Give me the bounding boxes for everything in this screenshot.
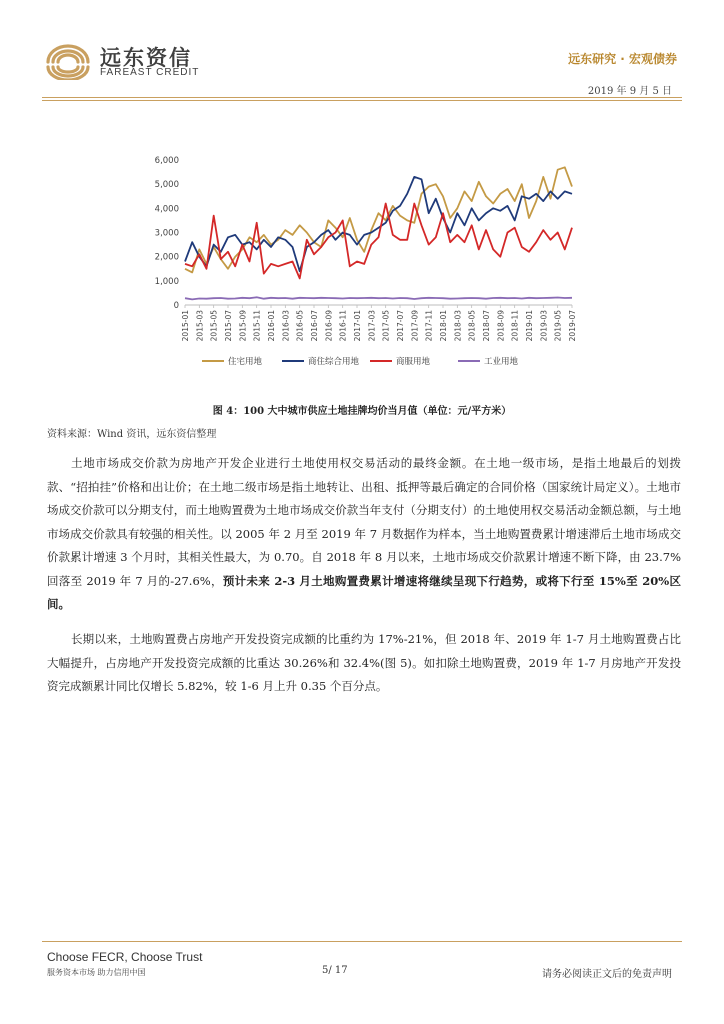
body-paragraph-1 [47, 452, 681, 617]
figure-source: 资料来源：Wind 资讯，远东资信整理 [47, 429, 217, 440]
x-tick-label: 2015-09 [238, 310, 248, 342]
legend-label: 商服用地 [396, 357, 431, 367]
x-tick-label: 2015-05 [209, 310, 219, 342]
footer-divider [42, 941, 682, 942]
x-tick-label: 2018-07 [482, 310, 491, 342]
x-tick-label: 2017-01 [353, 310, 362, 342]
x-tick-label: 2017-05 [381, 310, 391, 342]
y-tick-label: 6,000 [154, 156, 179, 166]
footer-disclaimer: 请务必阅读正文后的免责声明 [542, 969, 672, 980]
y-tick-label: 5,000 [154, 180, 179, 191]
y-tick-label: 4,000 [154, 204, 179, 215]
y-tick-label: 1,000 [154, 276, 179, 287]
series-line-2 [185, 177, 572, 271]
x-tick-label: 2019-03 [539, 310, 549, 342]
x-tick-label: 2016-05 [295, 310, 305, 342]
brand-name-en: FAREAST CREDIT [100, 67, 200, 78]
x-tick-label: 2019-05 [553, 310, 563, 342]
header-divider [42, 97, 682, 98]
x-tick-label: 2017-09 [410, 310, 420, 342]
page-header [0, 0, 724, 100]
chart-legend [202, 356, 519, 367]
section-label: 远东研究 · 宏观债券 [568, 52, 677, 66]
x-tick-label: 2015-07 [224, 310, 233, 342]
header-divider-secondary [42, 100, 682, 101]
x-tick-label: 2017-03 [367, 310, 377, 342]
land-price-line-chart [140, 148, 590, 383]
x-axis [181, 305, 577, 341]
legend-label: 住宅用地 [228, 357, 263, 367]
x-tick-label: 2019-07 [568, 310, 577, 342]
x-tick-label: 2017-07 [396, 310, 405, 342]
page-number: 5/ 17 [322, 965, 348, 976]
paragraph-text: 土地市场成交价款为房地产开发企业进行土地使用权交易活动的最终金额。在土地一级市场，是指土地最后的划拨款、“招拍挂”价格和出让价；在土地二级市场是指土地转让、出租、抵押等最后确定的合同价格（国家统计局定义）。土地市场成交价款可以分期支付，而土地购置费为土地市场成交价款当年支付（分期支付）的土地使用权交易活动金额总额，与土地市场成交价款具有较强的相关性。以 2005 年 2 月至 2019 年 7 月数据作为样本，当土地购置费累计增速滞后土地市场成交价款累计增速 3 个月时，其相关性最大，为 0.70。自 2018 年 8 月以来，土地市场成交价款累计增速不断下降，由 23.7%回落至 2019 年 7 月的-27.6%， [47, 456, 681, 588]
x-tick-label: 2016-11 [338, 310, 348, 342]
body-paragraph-2: 长期以来，土地购置费占房地产开发投资完成额的比重约为 17%-21%，但 2018 年、2019 年 1-7 月土地购置费占比大幅提升，占房地产开发投资完成额的比重达 30.26%和 32.4%(图 5)。如扣除土地购置费，2019 年 1-7 月房地产开发投资完成额累计同比仅增长 5.82%，较 1-6 月上升 0.35 个百分点。 [47, 632, 681, 693]
x-tick-label: 2018-05 [467, 310, 477, 342]
x-tick-label: 2015-11 [252, 310, 262, 342]
x-tick-label: 2018-09 [496, 310, 506, 342]
y-tick-label: 0 [173, 301, 179, 311]
report-date: 2019 年 9 月 5 日 [587, 86, 672, 97]
x-tick-label: 2018-01 [439, 310, 448, 342]
brand-name-cn: 远东资信 [100, 46, 192, 70]
x-tick-label: 2018-11 [510, 310, 520, 342]
footer-slogan: Choose FECR, Choose Trust [47, 950, 203, 964]
figure-caption: 图 4：100 大中城市供应土地挂牌均价当月值（单位：元/平方米） [212, 406, 512, 417]
x-tick-label: 2016-07 [310, 310, 319, 342]
legend-label: 工业用地 [484, 357, 519, 367]
x-tick-label: 2016-03 [281, 310, 291, 342]
legend-label: 商住综合用地 [308, 357, 360, 367]
footer-sub-slogan: 服务资本市场 助力信用中国 [47, 968, 146, 977]
y-tick-label: 2,000 [154, 252, 179, 263]
fareast-logo-icon [42, 40, 94, 80]
series-layer [185, 167, 572, 299]
x-tick-label: 2015-01 [181, 310, 190, 342]
x-tick-label: 2018-03 [453, 310, 463, 342]
y-tick-label: 3,000 [154, 228, 179, 239]
x-tick-label: 2016-01 [267, 310, 276, 342]
series-line-4 [185, 297, 572, 299]
x-tick-label: 2017-11 [424, 310, 434, 342]
x-tick-label: 2015-03 [195, 310, 205, 342]
x-tick-label: 2019-01 [525, 310, 534, 342]
paragraph-emphasis: 预计未来 2-3 月土地购置费累计增速将继续呈现下行趋势，或将下行至 15%至 20%区间。 [47, 573, 682, 611]
x-tick-label: 2016-09 [324, 310, 334, 342]
